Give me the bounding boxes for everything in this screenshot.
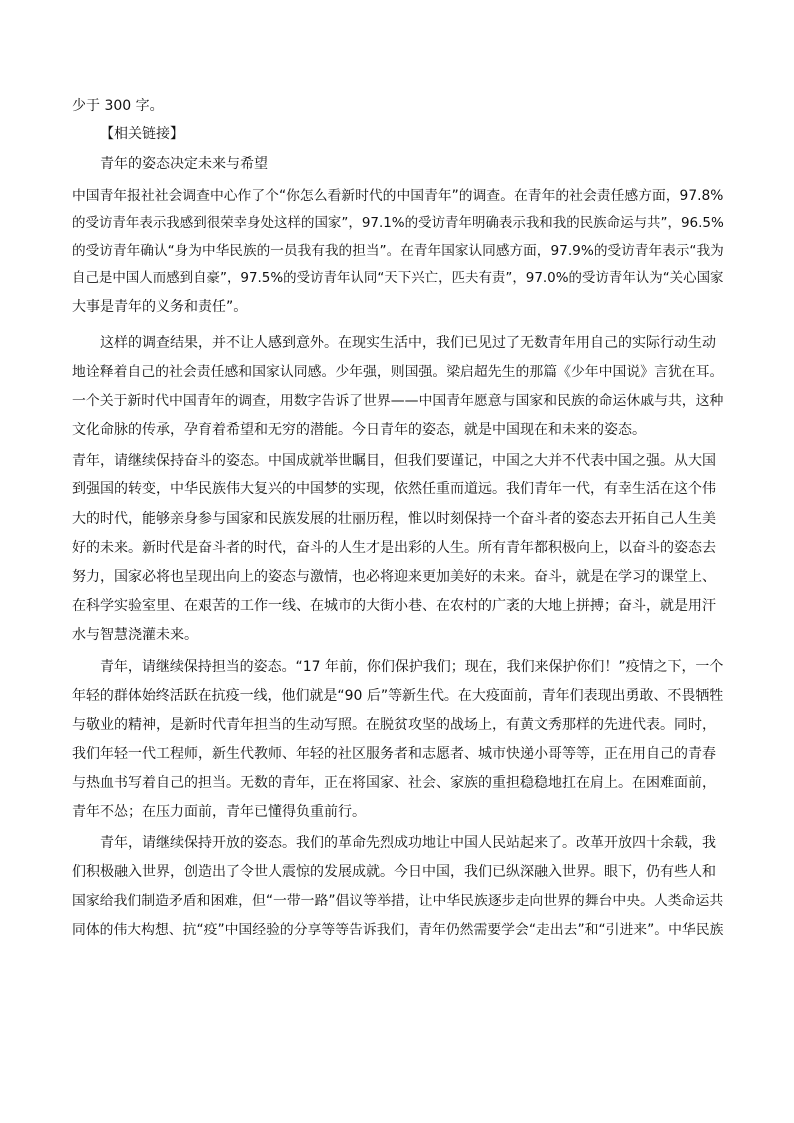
text-line: 的受访青年表示我感到很荣幸身处这样的国家”，97.1%的受访青年明确表示我和我的民族命运与共”，96.5% xyxy=(72,215,724,231)
text-line: 国家给我们制造矛盾和困难，但“一带一路”倡议等举措，让中华民族逐步走向世界的舞台中央。人类命运共 xyxy=(72,893,724,909)
text-line: 青年，请继续保持开放的姿态。我们的革命先烈成功地让中国人民站起来了。改革开放四十余载，我 xyxy=(100,835,716,851)
text-line: 青年不怂；在压力面前，青年已懂得负重前行。 xyxy=(72,804,366,820)
text-line: 与敬业的精神，是新时代青年担当的生动写照。在脱贫攻坚的战场上，有黄文秀那样的先进代表。同时， xyxy=(72,717,716,733)
article-title: 青年的姿态决定未来与希望 xyxy=(100,156,268,172)
text-line: 大事是青年的义务和责任”。 xyxy=(72,299,248,315)
text-line: 年轻的群体始终活跃在抗疫一线，他们就是“90 后”等新生代。在大疫面前，青年们表现出勇敢、不畏牺牲 xyxy=(72,688,724,704)
text-line: 水与智慧浇灌未来。 xyxy=(72,627,198,643)
text-line: 青年，请继续保持担当的姿态。“17 年前，你们保护我们；现在，我们来保护你们！”疫情之下，一个 xyxy=(100,659,724,675)
text-line: 自己是中国人而感到自豪”，97.5%的受访青年认同“天下兴亡，匹夫有责”，97.0%的受访青年认为“关心国家 xyxy=(72,271,724,286)
text-line: 们积极融入世界，创造出了令世人震惊的发展成就。今日中国，我们已纵深融入世界。眼下，仍有些人和 xyxy=(72,864,716,880)
text-line: 在科学实验室里、在艰苦的工作一线、在城市的大街小巷、在农村的广袤的大地上拼搏；奋斗，就是用汗 xyxy=(72,598,716,614)
text-line: 到强国的转变，中华民族伟大复兴的中国梦的实现，依然任重而道远。我们青年一代，有幸生活在这个伟 xyxy=(72,481,716,497)
text-line: 一个关于新时代中国青年的调查，用数字告诉了世界——中国青年愿意与国家和民族的命运休戚与共，这种 xyxy=(72,393,724,409)
text-line: 少于 300 字。 xyxy=(72,98,164,114)
text-line: 我们年轻一代工程师，新生代教师、年轻的社区服务者和志愿者、城市快递小哥等等，正在用自己的青春 xyxy=(72,746,716,762)
section-heading: 【相关链接】 xyxy=(100,126,184,142)
text-line: 好的未来。新时代是奋斗者的时代，奋斗的人生才是出彩的人生。所有青年都积极向上，以奋斗的姿态去 xyxy=(72,540,716,556)
text-line: 的受访青年确认“身为中华民族的一员我有我的担当”。在青年国家认同感方面，97.9%的受访青年表示“我为 xyxy=(72,243,724,259)
text-line: 这样的调查结果，并不让人感到意外。在现实生活中，我们已见过了无数青年用自己的实际行动生动 xyxy=(100,335,716,351)
text-line: 青年，请继续保持奋斗的姿态。中国成就举世瞩目，但我们要谨记，中国之大并不代表中国之强。从大国 xyxy=(72,453,716,469)
text-line: 中国青年报社社会调查中心作了个“你怎么看新时代的中国青年”的调查。在青年的社会责任感方面，97.8% xyxy=(72,188,724,204)
text-line: 文化命脉的传承，孕育着希望和无穷的潜能。今日青年的姿态，就是中国现在和未来的姿态。 xyxy=(72,422,646,438)
text-line: 努力，国家必将也呈现出向上的姿态与激情，也必将迎来更加美好的未来。奋斗，就是在学习的课堂上、 xyxy=(72,569,716,585)
text-line: 大的时代，能够亲身参与国家和民族发展的壮丽历程，惟以时刻保持一个奋斗者的姿态去开拓自己人生美 xyxy=(72,511,716,527)
text-line: 与热血书写着自己的担当。无数的青年，正在将国家、社会、家族的重担稳稳地扛在肩上。在困难面前， xyxy=(72,775,716,791)
text-line: 地诠释着自己的社会责任感和国家认同感。少年强，则国强。梁启超先生的那篇《少年中国说》言犹在耳。 xyxy=(72,364,724,380)
text-line: 同体的伟大构想、抗“疫”中国经验的分享等等告诉我们，青年仍然需要学会“走出去”和“引进来”。中华民族 xyxy=(72,922,724,938)
